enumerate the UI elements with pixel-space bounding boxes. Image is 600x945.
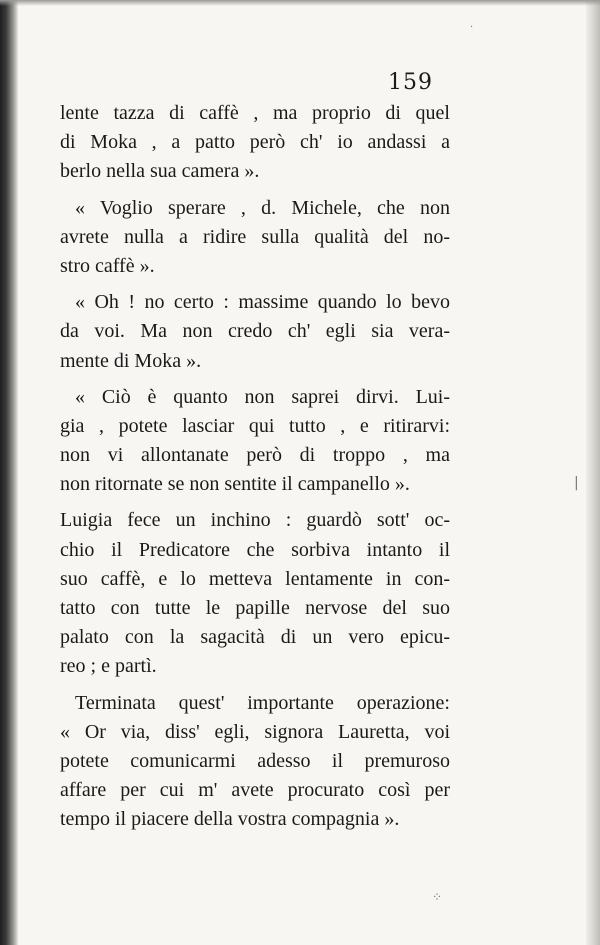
text-line: tatto con tutte le papille nervose del suo xyxy=(60,597,450,619)
page-right-edge xyxy=(586,0,600,945)
text-line: affare per cui m' avete procurato così per xyxy=(60,779,450,802)
text-line: berlo nella sua camera ». xyxy=(60,160,260,183)
page-top-edge xyxy=(0,0,600,6)
text-line: mente di Moka ». xyxy=(60,349,202,372)
text-line: da voi. Ma non credo ch' egli sia vera- xyxy=(60,320,450,343)
text-line: Luigia fece un inchino : guardò sott' oc- xyxy=(60,509,450,532)
text-line: « Ciò è quanto non saprei dirvi. Lui- xyxy=(75,385,450,408)
ink-speck: ⁘ xyxy=(432,890,443,904)
text-line: Terminata quest' importante operazione: xyxy=(75,691,450,714)
text-line: di Moka , a patto però ch' io andassi a xyxy=(60,131,450,154)
text-line: lente tazza di caffè , ma proprio di quel xyxy=(60,102,450,124)
text-line: stro caffè ». xyxy=(60,254,155,277)
text-line: palato con la sagacità di un vero epicu- xyxy=(60,626,450,649)
ink-speck: · xyxy=(470,22,474,33)
text-line: suo caffè, e lo metteva lentamente in con- xyxy=(60,567,450,590)
text-line: tempo il piacere della vostra compagnia ». xyxy=(60,808,400,831)
text-line: avrete nulla a ridire sulla qualità del no- xyxy=(60,225,450,248)
text-line: non vi allontanate però di troppo , ma xyxy=(60,444,450,467)
text-line: potete comunicarmi adesso il premuroso xyxy=(60,749,450,772)
text-line: « Or via, diss' egli, signora Lauretta, voi xyxy=(60,720,450,743)
text-line: chio il Predicatore che sorbiva intanto il xyxy=(60,538,450,561)
ink-speck: | xyxy=(574,475,579,491)
text-line: gia , potete lasciar qui tutto , e ritirarvi: xyxy=(60,414,450,437)
text-line: reo ; e partì. xyxy=(60,655,157,678)
body-text xyxy=(60,99,450,835)
text-line: non ritornate se non sentite il campanello ». xyxy=(60,473,410,496)
text-line: « Oh ! no certo : massime quando lo bevo xyxy=(75,291,450,314)
text-line: « Voglio sperare , d. Michele, che non xyxy=(75,196,450,219)
page-number: 159 xyxy=(388,70,433,95)
page-gutter-shadow xyxy=(0,0,18,945)
